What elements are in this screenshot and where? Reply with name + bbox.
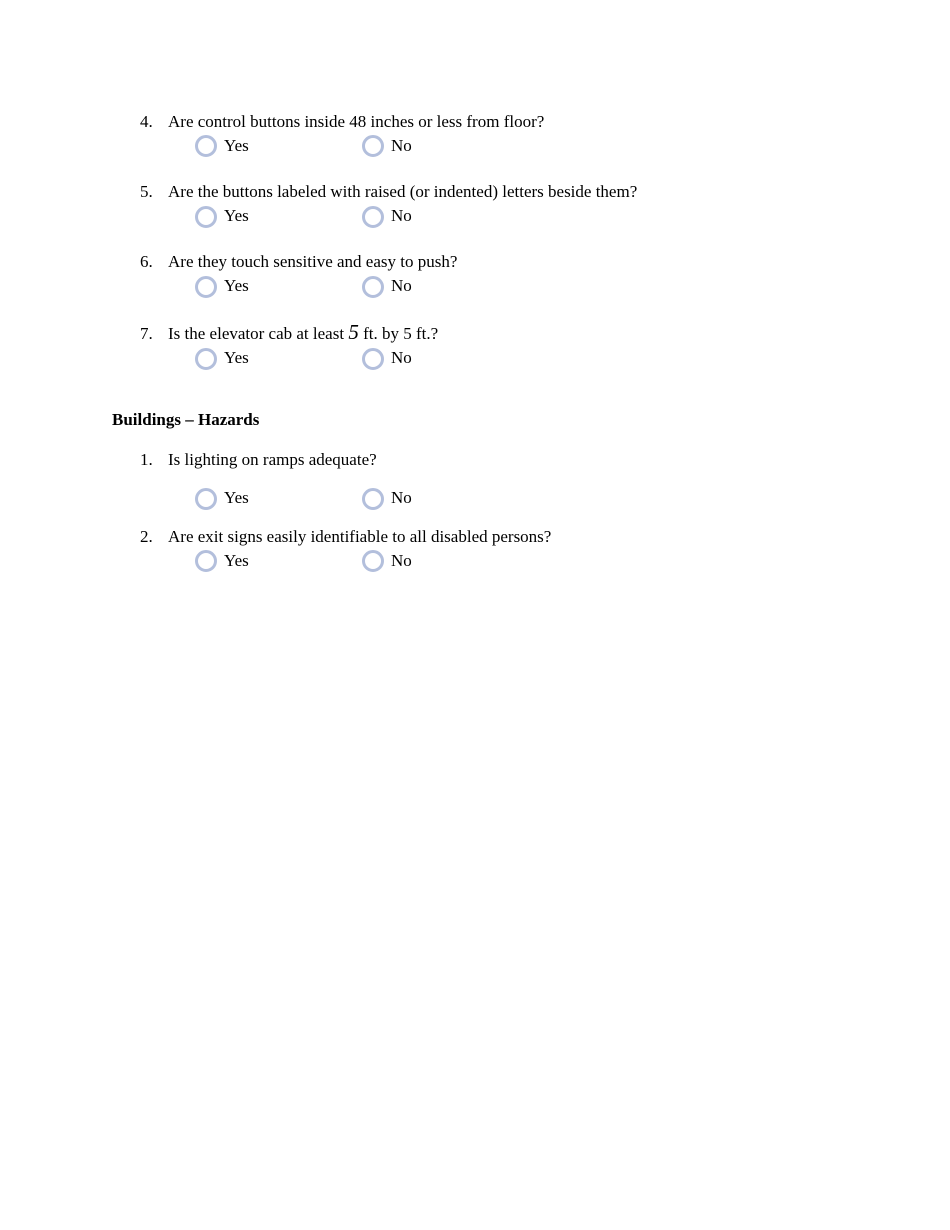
- no-radio-button[interactable]: [362, 550, 384, 572]
- question-number: 2.: [140, 527, 153, 546]
- no-option-label: No: [391, 348, 412, 367]
- yes-radio-button[interactable]: [195, 276, 217, 298]
- yes-radio-button[interactable]: [195, 348, 217, 370]
- question-text: Are exit signs easily identifiable to all disabled persons?: [168, 527, 552, 546]
- yes-option-label: Yes: [224, 551, 249, 570]
- no-option-label: No: [391, 136, 412, 155]
- no-radio-button[interactable]: [362, 488, 384, 510]
- question-text: Are the buttons labeled with raised (or indented) letters beside them?: [168, 182, 638, 201]
- question-number: 6.: [140, 252, 153, 271]
- question-number: 7.: [140, 324, 153, 343]
- no-option-label: No: [391, 488, 412, 507]
- yes-option-label: Yes: [224, 136, 249, 155]
- yes-radio-button[interactable]: [195, 206, 217, 228]
- yes-radio-button[interactable]: [195, 550, 217, 572]
- question-text: Is the elevator cab at least 5 ft. by 5 ft.?: [168, 320, 439, 344]
- yes-option-label: Yes: [224, 206, 249, 225]
- section-heading: Buildings – Hazards: [112, 410, 260, 429]
- question-text: Are control buttons inside 48 inches or less from floor?: [168, 112, 545, 131]
- no-option-label: No: [391, 276, 412, 295]
- yes-option-label: Yes: [224, 488, 249, 507]
- yes-option-label: Yes: [224, 276, 249, 295]
- question-number: 5.: [140, 182, 153, 201]
- no-radio-button[interactable]: [362, 206, 384, 228]
- yes-radio-button[interactable]: [195, 135, 217, 157]
- question-number: 1.: [140, 450, 153, 469]
- question-text: Are they touch sensitive and easy to push?: [168, 252, 458, 271]
- no-radio-button[interactable]: [362, 348, 384, 370]
- question-text: Is lighting on ramps adequate?: [168, 450, 377, 469]
- yes-radio-button[interactable]: [195, 488, 217, 510]
- no-radio-button[interactable]: [362, 276, 384, 298]
- yes-option-label: Yes: [224, 348, 249, 367]
- no-radio-button[interactable]: [362, 135, 384, 157]
- no-option-label: No: [391, 551, 412, 570]
- question-number: 4.: [140, 112, 153, 131]
- no-option-label: No: [391, 206, 412, 225]
